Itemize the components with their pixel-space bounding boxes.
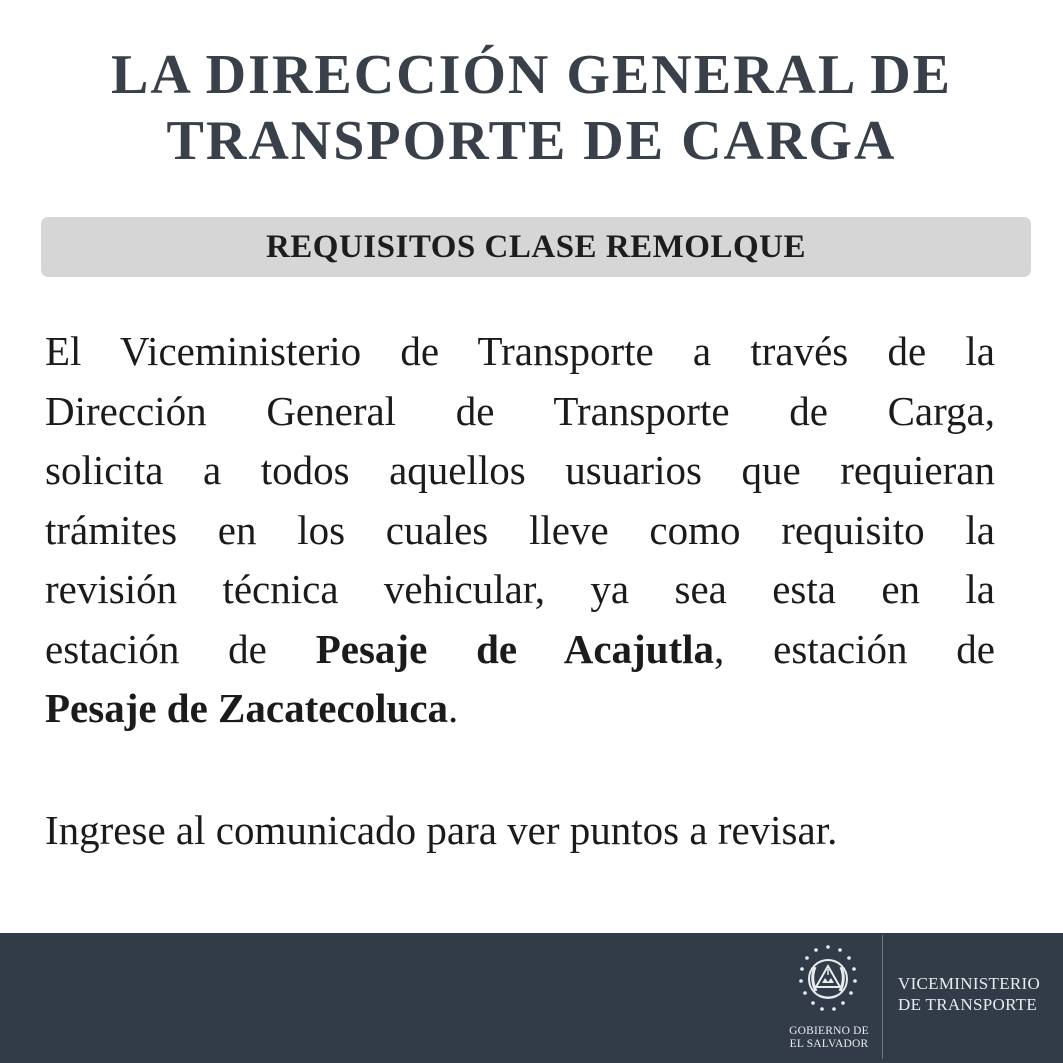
viceministry-label-line-2: DE TRANSPORTE (898, 995, 1038, 1014)
paragraph-text: , estación de (714, 625, 996, 672)
paragraph-line: trámites en los cuales lleve como requisito la (45, 506, 995, 553)
paragraph-line: Dirección General de Transporte de Carga, (45, 387, 995, 434)
paragraph-line (45, 620, 995, 680)
footer-divider (882, 935, 883, 1059)
paragraph-line: El Viceministerio de Transporte a través de la (45, 328, 995, 374)
el-salvador-coat-of-arms-icon (788, 941, 868, 1019)
station-name-acajutla: Pesaje de Acajutla (315, 625, 715, 672)
page-title-line-2: TRANSPORTE DE CARGA (166, 110, 897, 172)
station-name-zacatecoluca: Pesaje de Zacatecoluca (45, 685, 449, 731)
viceministry-label-line-1: VICEMINISTERIO (898, 974, 1041, 993)
paragraph-line: solicita a todos aquellos usuarios que requieran (45, 447, 995, 493)
page-title (0, 42, 1063, 174)
footer-bar (0, 933, 1063, 1063)
government-label-line-2: EL SALVADOR (789, 1038, 869, 1050)
government-label-line-1: GOBIERNO DE (789, 1025, 869, 1037)
page-title-line-1: LA DIRECCIÓN GENERAL DE (110, 44, 953, 106)
paragraph-text: estación de (45, 625, 316, 672)
paragraph-line: revisión técnica vehicular, ya sea esta en la (45, 566, 995, 612)
paragraph-text: . (448, 685, 459, 731)
section-banner-label: REQUISITOS CLASE REMOLQUE (265, 228, 807, 265)
paragraph-line (45, 679, 995, 739)
government-label (776, 1025, 882, 1051)
section-banner (41, 217, 1031, 277)
viceministry-label (898, 973, 1040, 1015)
announcement-paragraph (45, 322, 995, 739)
call-to-action-text: Ingrese al comunicado para ver puntos a revisar. (45, 807, 838, 853)
